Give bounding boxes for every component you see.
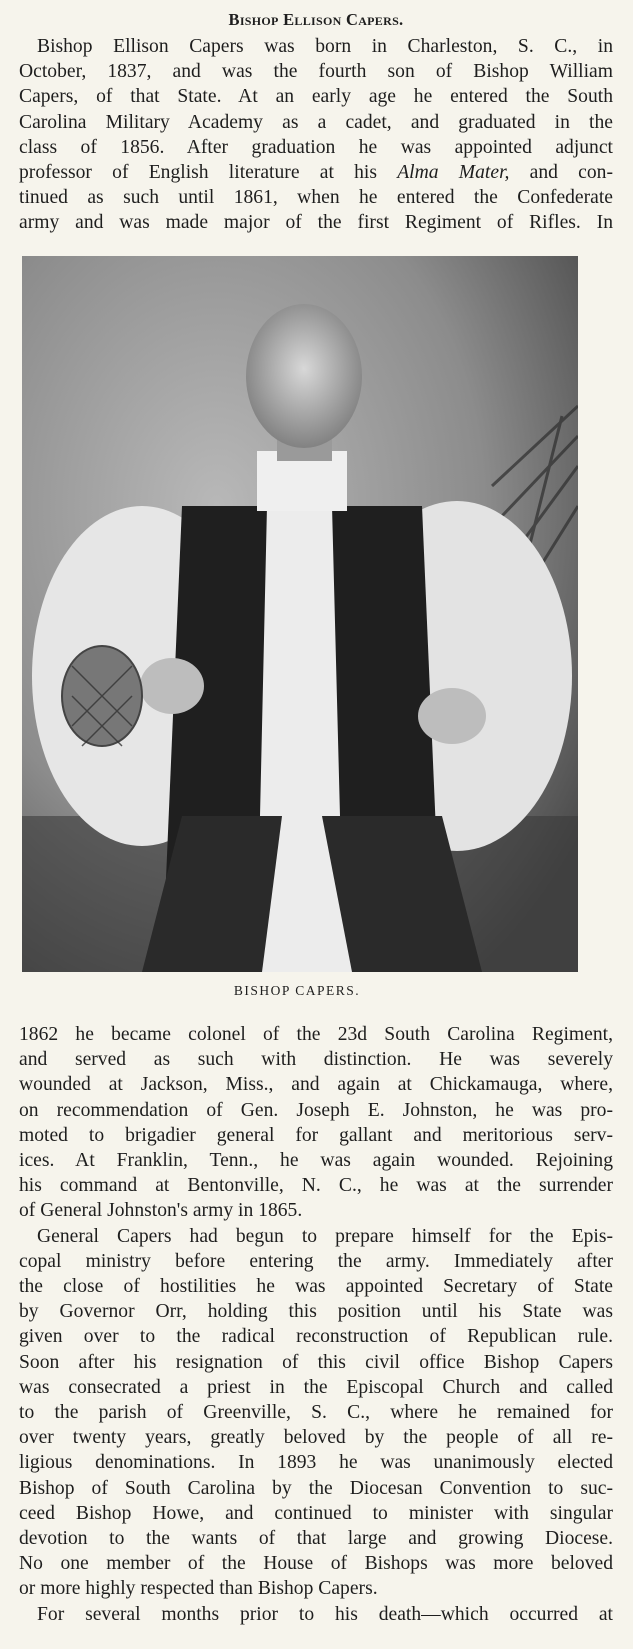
- text-line: the close of hostilities he was appointed Secretary of State: [19, 1276, 613, 1298]
- portrait-photo: [22, 256, 578, 972]
- text-line: over twenty years, greatly beloved by the people of all re-: [19, 1427, 613, 1449]
- text-line: army and was made major of the first Regiment of Rifles. In: [19, 212, 613, 234]
- text-line: Capers, of that State. At an early age he entered the South: [19, 86, 613, 108]
- text-line: ices. At Franklin, Tenn., he was again wounded. Rejoining: [19, 1150, 613, 1172]
- photo-caption: BISHOP CAPERS.: [233, 983, 361, 998]
- text-line: October, 1837, and was the fourth son of Bishop William: [19, 61, 613, 83]
- text-line: of General Johnston's army in 1865.: [19, 1200, 303, 1222]
- text-line: to the parish of Greenville, S. C., where he remained for: [19, 1402, 613, 1424]
- text-line: General Capers had begun to prepare himself for the Epis-: [37, 1225, 613, 1247]
- text-line: on recommendation of Gen. Joseph E. Johnston, he was pro-: [19, 1099, 613, 1121]
- text-line: For several months prior to his death—which occurred at: [37, 1603, 613, 1625]
- text-line: given over to the radical reconstruction of Republican rule.: [19, 1326, 613, 1348]
- text-line: tinued as such until 1861, when he entered the Confederate: [19, 187, 613, 209]
- text-line: ceed Bishop Howe, and continued to minister with singular: [19, 1502, 613, 1524]
- article-title: Bishop Ellison Capers.: [228, 10, 404, 29]
- text-line: 1862 he became colonel of the 23d South Carolina Regiment,: [19, 1024, 613, 1045]
- continued-text: [19, 1022, 613, 1627]
- text-line: Soon after his resignation of this civil office Bishop Capers: [19, 1351, 613, 1373]
- text-line: moted to brigadier general for gallant and meritorious serv-: [19, 1124, 613, 1146]
- text-line: professor of English literature at his Alma Mater, and con-: [19, 162, 613, 184]
- text-line: Bishop of South Carolina by the Diocesan Convention to suc-: [19, 1477, 613, 1499]
- text-line: Carolina Military Academy as a cadet, and graduated in the: [19, 111, 613, 133]
- opening-paragraph: [19, 34, 613, 236]
- text-line: No one member of the House of Bishops was more beloved: [19, 1553, 613, 1575]
- text-line: copal ministry before entering the army. Immediately after: [19, 1250, 613, 1272]
- page: [19, 0, 613, 236]
- text-line: wounded at Jackson, Miss., and again at Chickamauga, where,: [19, 1074, 613, 1096]
- text-line: was consecrated a priest in the Episcopal Church and called: [19, 1376, 613, 1398]
- text-line: devotion to the wants of that large and growing Diocese.: [19, 1528, 613, 1550]
- text-line: class of 1856. After graduation he was appointed adjunct: [19, 136, 613, 158]
- text-line: and served as such with distinction. He was severely: [19, 1049, 613, 1071]
- text-line: ligious denominations. In 1893 he was unanimously elected: [19, 1452, 613, 1474]
- portrait-illustration: [22, 256, 578, 972]
- text-line: Bishop Ellison Capers was born in Charleston, S. C., in: [37, 36, 613, 57]
- text-line: or more highly respected than Bishop Capers.: [19, 1578, 378, 1600]
- text-line: his command at Bentonville, N. C., he was at the surrender: [19, 1175, 613, 1197]
- italic-phrase: Alma Mater,: [397, 162, 510, 184]
- text-line: by Governor Orr, holding this position until his State was: [19, 1301, 613, 1323]
